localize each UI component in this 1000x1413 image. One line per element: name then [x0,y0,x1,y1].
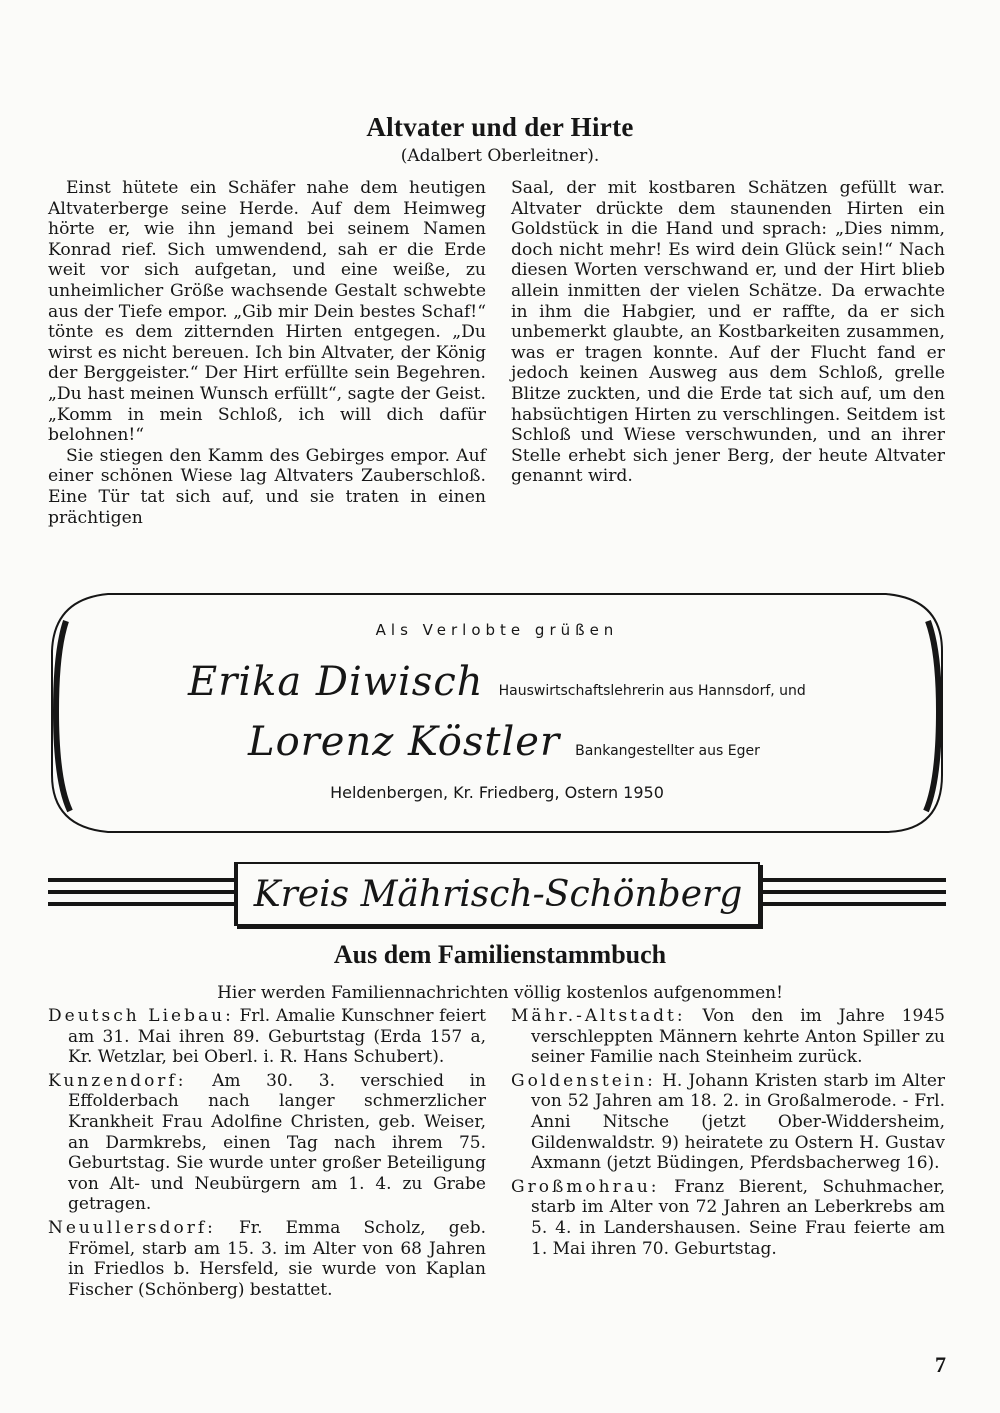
bride-description: Hauswirtschaftslehrerin aus Hannsdorf, und [498,683,806,699]
story-paragraph: Sie stiegen den Kamm des Gebirges empor. Auf einer schönen Wiese lag Altvaters Zauberschloß. Eine Tür tat sich auf, und sie traten in einen prächtigen [48,445,486,528]
story-paragraph: Saal, der mit kostbaren Schätzen gefüllt war. Altvater drückte dem staunenden Hirten ein Goldstück in die Hand und sprach: „Dies nimm, doch nicht mehr! Es wird dein Glück sein!“ Nach diesen Worten verschwand er, und der Hirt blieb allein inmitten der vielen Schätze. Da erwachte in ihm die Habgier, und er raffte, da er sich unbemerkt glaubte, an Kostbarkeiten zusammen, was er tragen konnte. Auf der Flucht fand er jedoch keinen Ausweg aus dem Schloß, grelle Blitze zuckten, und die Erde tat sich auf, um den habsüchtigen Hirten zu verschlingen. Seitdem ist Schloß und Wiese verschwunden, und an ihrer Stelle erhebt sich jener Berg, der heute Altvater genannt wird. [511,178,945,487]
district-banner [48,856,946,930]
notices-column-right [511,1006,945,1262]
divider [48,890,238,894]
story-title: Altvater und der Hirte [366,112,634,142]
district-title-box [234,862,760,926]
family-notice [48,1071,486,1215]
bride-line [188,659,806,705]
groom-name: Lorenz Köstler [248,719,561,765]
story-paragraph: Einst hütete ein Schäfer nahe dem heutigen Altvaterberge seine Herde. Auf dem Heimweg hörte er, wie ihn jemand bei seinem Namen Konrad rief. Sich umwendend, sah er die Erde weit vor sich aufgetan, und eine weiße, zu unheimlicher Größe wachsende Gestalt schwebte aus der Tiefe empor. „Gib mir Dein bestes Schaf!“ tönte es dem zitternden Hirten entgegen. „Du wirst es nicht bereuen. Ich bin Altvater, der König der Berggeister.“ Der Hirt erfüllte sein Begehren. „Du hast meinen Wunsch erfüllt“, sagte der Geist. „Komm in mein Schloß, ich will dich dafür belohnen!“ [48,178,486,446]
divider [753,878,946,882]
notice-place: Goldenstein: [511,1070,656,1091]
notice-place: Großmohrau: [511,1176,660,1197]
notice-place: Neuullersdorf: [48,1217,216,1238]
notice-text: Am 30. 3. verschied in Effolderbach nach langer schmerzlicher Krankheit Frau Adolfine Christen, geb. Weiser, an Darmkrebs, einen Tag nach ihrem 75. Geburtstag. Sie wurde unter großer Beteiligung von Alt- und Neubürgern am 1. 4. zu Grabe getragen. [68,1070,486,1215]
page-number: 7 [935,1352,946,1377]
story-author: (Adalbert Oberleitner). [400,146,600,166]
section-title: Aus dem Familienstammbuch [333,940,667,969]
notices-column-left [48,1006,486,1303]
divider [753,902,946,906]
divider [48,902,238,906]
story-column-right [511,178,945,487]
divider [753,890,946,894]
groom-line [248,719,760,765]
notice-place: Kunzendorf: [48,1070,187,1091]
family-notice [511,1177,945,1259]
family-notice [48,1218,486,1300]
groom-description: Bankangestellter aus Eger [575,743,760,759]
notice-text: Franz Bierent, Schuhmacher, starb im Alter von 72 Jahren an Leberkrebs am 5. 4. in Landershausen. Seine Frau feierte am 1. Mai ihren 70. Geburtstag. [531,1176,946,1259]
bride-name: Erika Diwisch [188,659,484,705]
section-intro: Hier werden Familiennachrichten völlig kostenlos aufgenommen! [217,983,783,1003]
family-notice [511,1071,945,1174]
notice-text: H. Johann Kristen starb im Alter von 52 Jahren am 18. 2. in Großalmerode. - Frl. Anni Nitsche (jetzt Ober-Widdersheim, Gildenwaldstr. 9) heiratete zu Ostern H. Gustav Axmann (jetzt Büdingen, Pferdsbacherweg 16). [531,1070,946,1174]
notice-place: Deutsch Liebau: [48,1006,234,1026]
family-notice [511,1006,945,1068]
notice-text: Fr. Emma Scholz, geb. Frömel, starb am 15. 3. im Alter von 68 Jahren in Friedlos b. Hersfeld, sie wurde von Kaplan Fischer (Schönberg) bestattet. [68,1217,486,1300]
story-column-left [48,178,486,528]
engagement-announcement [48,591,946,835]
family-notice [48,1006,486,1068]
notice-text: Frl. Amalie Kunschner feiert am 31. Mai ihren 89. Geburtstag (Erda 157 a, Kr. Wetzlar, bei Oberl. i. R. Hans Schubert). [68,1006,486,1068]
notice-place: Mähr.-Altstadt: [511,1006,686,1026]
notice-text: Von den im Jahre 1945 verschleppten Männern kehrte Anton Spiller zu seiner Familie nach Steinheim zurück. [531,1006,945,1068]
district-title: Kreis Mährisch-Schönberg [253,873,743,915]
announcement-header: Als Verlobte grüßen [375,621,619,639]
announcement-place-date: Heldenbergen, Kr. Friedberg, Ostern 1950 [330,783,664,802]
divider [48,878,238,882]
